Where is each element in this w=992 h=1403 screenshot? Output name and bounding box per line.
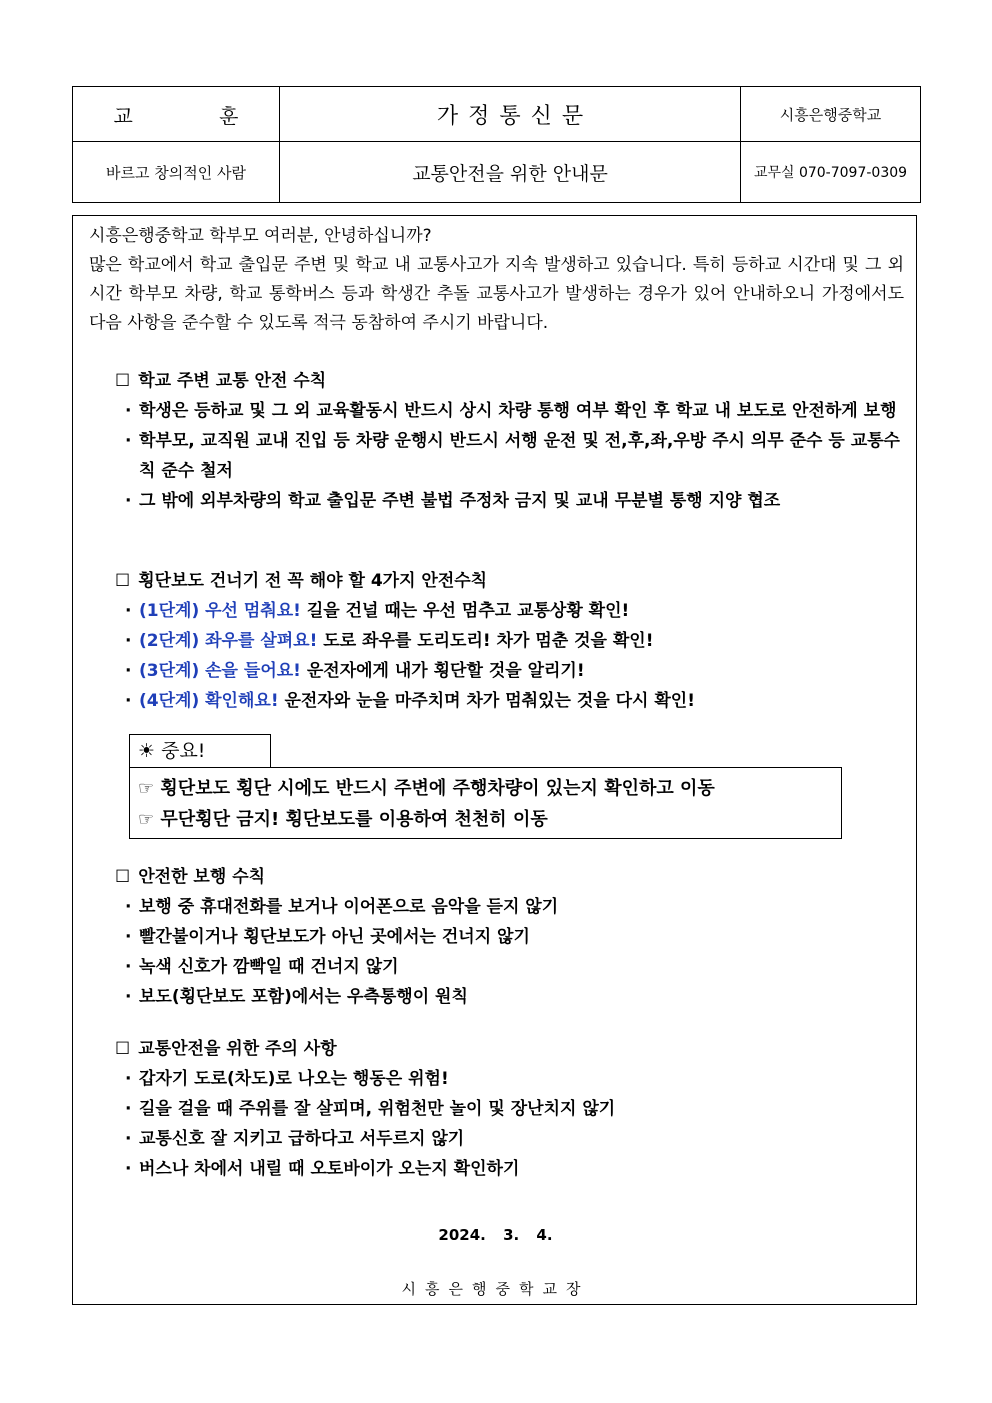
bullet-dot-icon: · [125, 631, 132, 651]
document-subtitle: 교통안전을 위한 안내문 [280, 142, 741, 203]
section-heading: ☐ 횡단보도 건너기 전 꼭 해야 할 4가지 안전수칙 [115, 571, 488, 591]
bullet-dot-icon: · [125, 491, 132, 511]
list-item: · 보행 중 휴대전화를 보거나 이어폰으로 음악을 듣지 않기 [105, 892, 905, 922]
section-caution [115, 1034, 905, 1184]
list-item: · 길을 걸을 때 주위를 잘 살피며, 위험천만 놀이 및 장난치지 않기 [105, 1094, 905, 1124]
step-item: · (4단계) 확인해요! 운전자와 눈을 마주치며 차가 멈춰있는 것을 다시 확인! [105, 686, 905, 716]
bullet-dot-icon: · [125, 401, 132, 421]
section-heading: ☐ 교통안전을 위한 주의 사항 [115, 1039, 337, 1059]
bullet-dot-icon: · [125, 601, 132, 621]
motto-label: 교 훈 [73, 87, 280, 142]
bullet-dot-icon: · [125, 957, 132, 977]
signature: 시흥은행중학교장 [401, 1280, 590, 1298]
list-item: · 보도(횡단보도 포함)에서는 우측통행이 원칙 [105, 982, 905, 1012]
document-body [72, 215, 917, 1305]
bullet-dot-icon: · [125, 1069, 132, 1089]
list-item: · 학생은 등하교 및 그 외 교육활동시 반드시 상시 차량 통행 여부 확인 후 학교 내 보도로 안전하게 보행 [105, 396, 905, 426]
list-item: · 교통신호 잘 지키고 급하다고 서두르지 않기 [105, 1124, 905, 1154]
list-item: · 학부모, 교직원 교내 진입 등 차량 운행시 반드시 서행 운전 및 전,후,좌,우방 주시 의무 준수 등 교통수칙 준수 철저 [105, 426, 905, 486]
bullet-dot-icon: · [125, 431, 132, 451]
pointing-hand-icon: ☞ [138, 778, 155, 799]
section-school-safety [115, 366, 905, 516]
pointing-hand-icon: ☞ [138, 809, 155, 830]
list-item: · 그 밖에 외부차량의 학교 출입문 주변 불법 주정차 금지 및 교내 무분별 통행 지양 협조 [105, 486, 905, 516]
step-item: · (3단계) 손을 들어요! 운전자에게 내가 횡단할 것을 알리기! [105, 656, 905, 686]
checkbox-square-icon: ☐ [115, 571, 131, 591]
section-heading: ☐ 안전한 보행 수칙 [115, 867, 266, 887]
important-line: ☞ 횡단보도 횡단 시에도 반드시 주변에 주행차량이 있는지 확인하고 이동 [138, 778, 715, 799]
checkbox-square-icon: ☐ [115, 867, 131, 887]
sun-icon: ☀ [138, 740, 156, 762]
bullet-dot-icon: · [125, 1129, 132, 1149]
header-table [72, 86, 921, 203]
section-crosswalk-rules [115, 566, 905, 716]
bullet-dot-icon: · [125, 927, 132, 947]
checkbox-square-icon: ☐ [115, 1039, 131, 1059]
school-motto: 바르고 창의적인 사람 [73, 142, 280, 203]
step-item: · (2단계) 좌우를 살펴요! 도로 좌우를 도리도리! 차가 멈춘 것을 확인! [105, 626, 905, 656]
bullet-dot-icon: · [125, 1159, 132, 1179]
bullet-dot-icon: · [125, 661, 132, 681]
intro-paragraph: 많은 학교에서 학교 출입문 주변 및 학교 내 교통사고가 지속 발생하고 있습니다. 특히 등하교 시간대 및 그 외 시간 학부모 차량, 학교 통학버스 등과 학생간 추돌 교통사고가 발생하는 경우가 있어 안내하오니 가정에서도 다음 사항을 준수할 수 있도록 적극 동참하여 주시기 바랍니다. [89, 255, 904, 333]
checkbox-square-icon: ☐ [115, 371, 131, 391]
step-item: · (1단계) 우선 멈춰요! 길을 건널 때는 우선 멈추고 교통상황 확인! [105, 596, 905, 626]
bullet-dot-icon: · [125, 691, 132, 711]
important-label: ☀ 중요! [129, 734, 271, 768]
contact-phone: 교무실 070-7097-0309 [741, 142, 921, 203]
list-item: · 녹색 신호가 깜빡일 때 건너지 않기 [105, 952, 905, 982]
bullet-dot-icon: · [125, 987, 132, 1007]
bullet-dot-icon: · [125, 1099, 132, 1119]
important-box [129, 767, 842, 839]
page-title: 가정통신문 [280, 87, 741, 142]
important-line: ☞ 무단횡단 금지! 횡단보도를 이용하여 천천히 이동 [138, 809, 548, 830]
section-walking-rules [115, 862, 905, 1012]
document-date: 2024. 3. 4. [438, 1226, 553, 1244]
list-item: · 갑자기 도로(차도)로 나오는 행동은 위험! [105, 1064, 905, 1094]
greeting: 시흥은행중학교 학부모 여러분, 안녕하십니까? [89, 226, 432, 246]
intro [89, 222, 904, 338]
bullet-dot-icon: · [125, 897, 132, 917]
section-heading: ☐ 학교 주변 교통 안전 수칙 [115, 371, 327, 391]
list-item: · 빨간불이거나 횡단보도가 아닌 곳에서는 건너지 않기 [105, 922, 905, 952]
school-name: 시흥은행중학교 [741, 87, 921, 142]
list-item: · 버스나 차에서 내릴 때 오토바이가 오는지 확인하기 [105, 1154, 905, 1184]
